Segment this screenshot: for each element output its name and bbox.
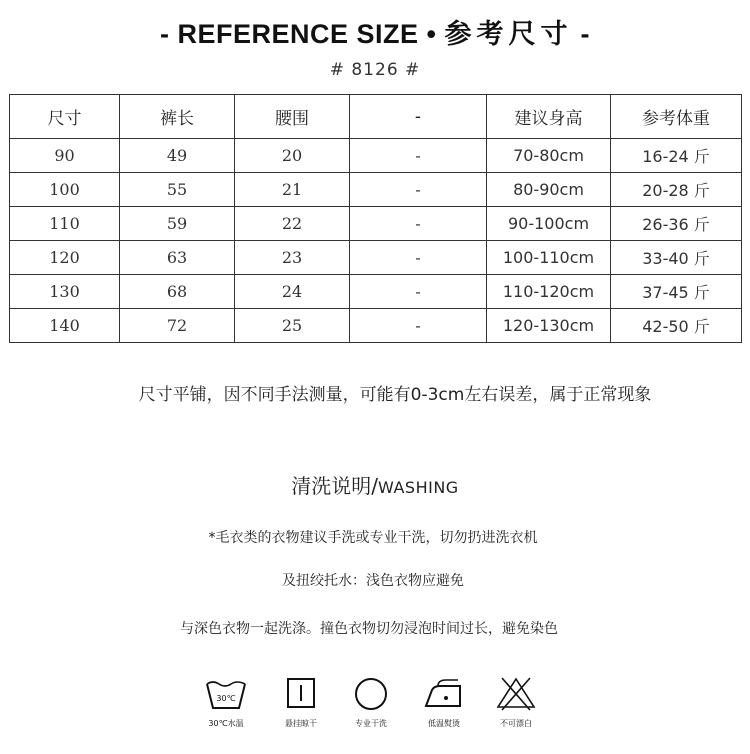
care-icon-item [486, 676, 546, 734]
cell-weight: 42-50 斤 [611, 309, 742, 343]
cell-weight: 16-24 斤 [611, 139, 742, 173]
measurement-note: 尺寸平铺，因不同手法测量，可能有0-3cm左右误差，属于正常现象 [138, 385, 652, 405]
table-header-row [10, 95, 742, 139]
size-table [9, 94, 742, 343]
low-iron-icon [422, 676, 466, 712]
cell-blank: - [350, 207, 487, 241]
col-header-length: 裤长 [120, 95, 235, 139]
cell-weight: 20-28 斤 [611, 173, 742, 207]
care-icon-item [414, 676, 474, 734]
cell-size: 110 [10, 207, 120, 241]
dry-clean-icon [352, 676, 390, 714]
care-icon-item [341, 676, 401, 734]
cell-blank: - [350, 173, 487, 207]
cell-length: 55 [120, 173, 235, 207]
product-code: # 8126 # [329, 60, 421, 80]
no-bleach-icon [494, 676, 538, 712]
cell-length: 49 [120, 139, 235, 173]
cell-waist: 23 [235, 241, 350, 275]
cell-waist: 20 [235, 139, 350, 173]
cell-length: 59 [120, 207, 235, 241]
table-row [10, 207, 742, 241]
col-header-waist: 腰围 [235, 95, 350, 139]
cell-height: 90-100cm [487, 207, 611, 241]
table-row [10, 173, 742, 207]
title-zh: 参考尺寸 [444, 19, 573, 50]
washing-title-zh: 清洗说明/ [291, 474, 379, 498]
washing-title-en: WASHING [378, 478, 459, 497]
care-icon-item [196, 676, 256, 734]
col-header-weight: 参考体重 [611, 95, 742, 139]
cell-size: 130 [10, 275, 120, 309]
washing-line-1: *毛衣类的衣物建议手洗或专业干洗，切勿扔进洗衣机 [208, 530, 538, 546]
cell-height: 100-110cm [487, 241, 611, 275]
cell-weight: 33-40 斤 [611, 241, 742, 275]
care-icon-item [271, 676, 331, 734]
cell-height: 110-120cm [487, 275, 611, 309]
cell-length: 63 [120, 241, 235, 275]
cell-size: 100 [10, 173, 120, 207]
cell-blank: - [350, 139, 487, 173]
cell-blank: - [350, 241, 487, 275]
care-label-iron: 低温熨烫 [428, 719, 460, 728]
cell-blank: - [350, 309, 487, 343]
cell-waist: 22 [235, 207, 350, 241]
cell-waist: 21 [235, 173, 350, 207]
care-icons [196, 676, 556, 736]
care-label-dryclean: 专业干洗 [355, 719, 387, 728]
page-title [0, 12, 750, 51]
cell-height: 80-90cm [487, 173, 611, 207]
cell-waist: 24 [235, 275, 350, 309]
care-label-bleach: 不可漂白 [500, 719, 532, 728]
cell-waist: 25 [235, 309, 350, 343]
cell-blank: - [350, 275, 487, 309]
washing-line-3: 与深色衣物一起洗涤。撞色衣物切勿浸泡时间过长，避免染色 [180, 621, 558, 637]
cell-size: 90 [10, 139, 120, 173]
title-en: - REFERENCE SIZE • [159, 19, 437, 49]
care-label-hang: 悬挂晾干 [285, 719, 317, 728]
table-row [10, 275, 742, 309]
cell-length: 72 [120, 309, 235, 343]
title-tail: - [580, 19, 590, 49]
table-row [10, 309, 742, 343]
washing-line-2: 及扭绞托水：浅色衣物应避免 [282, 573, 464, 589]
col-header-blank: - [350, 95, 487, 139]
cell-weight: 37-45 斤 [611, 275, 742, 309]
wash-30-icon [203, 676, 249, 712]
wash-temp-glyph: 30℃ [216, 694, 236, 703]
care-label-wash: 30℃水温 [208, 719, 244, 728]
table-row [10, 139, 742, 173]
cell-size: 120 [10, 241, 120, 275]
hang-dry-icon [283, 676, 319, 712]
col-header-height: 建议身高 [487, 95, 611, 139]
cell-height: 70-80cm [487, 139, 611, 173]
cell-size: 140 [10, 309, 120, 343]
cell-length: 68 [120, 275, 235, 309]
washing-title [0, 470, 750, 499]
table-row [10, 241, 742, 275]
col-header-size: 尺寸 [10, 95, 120, 139]
cell-height: 120-130cm [487, 309, 611, 343]
cell-weight: 26-36 斤 [611, 207, 742, 241]
